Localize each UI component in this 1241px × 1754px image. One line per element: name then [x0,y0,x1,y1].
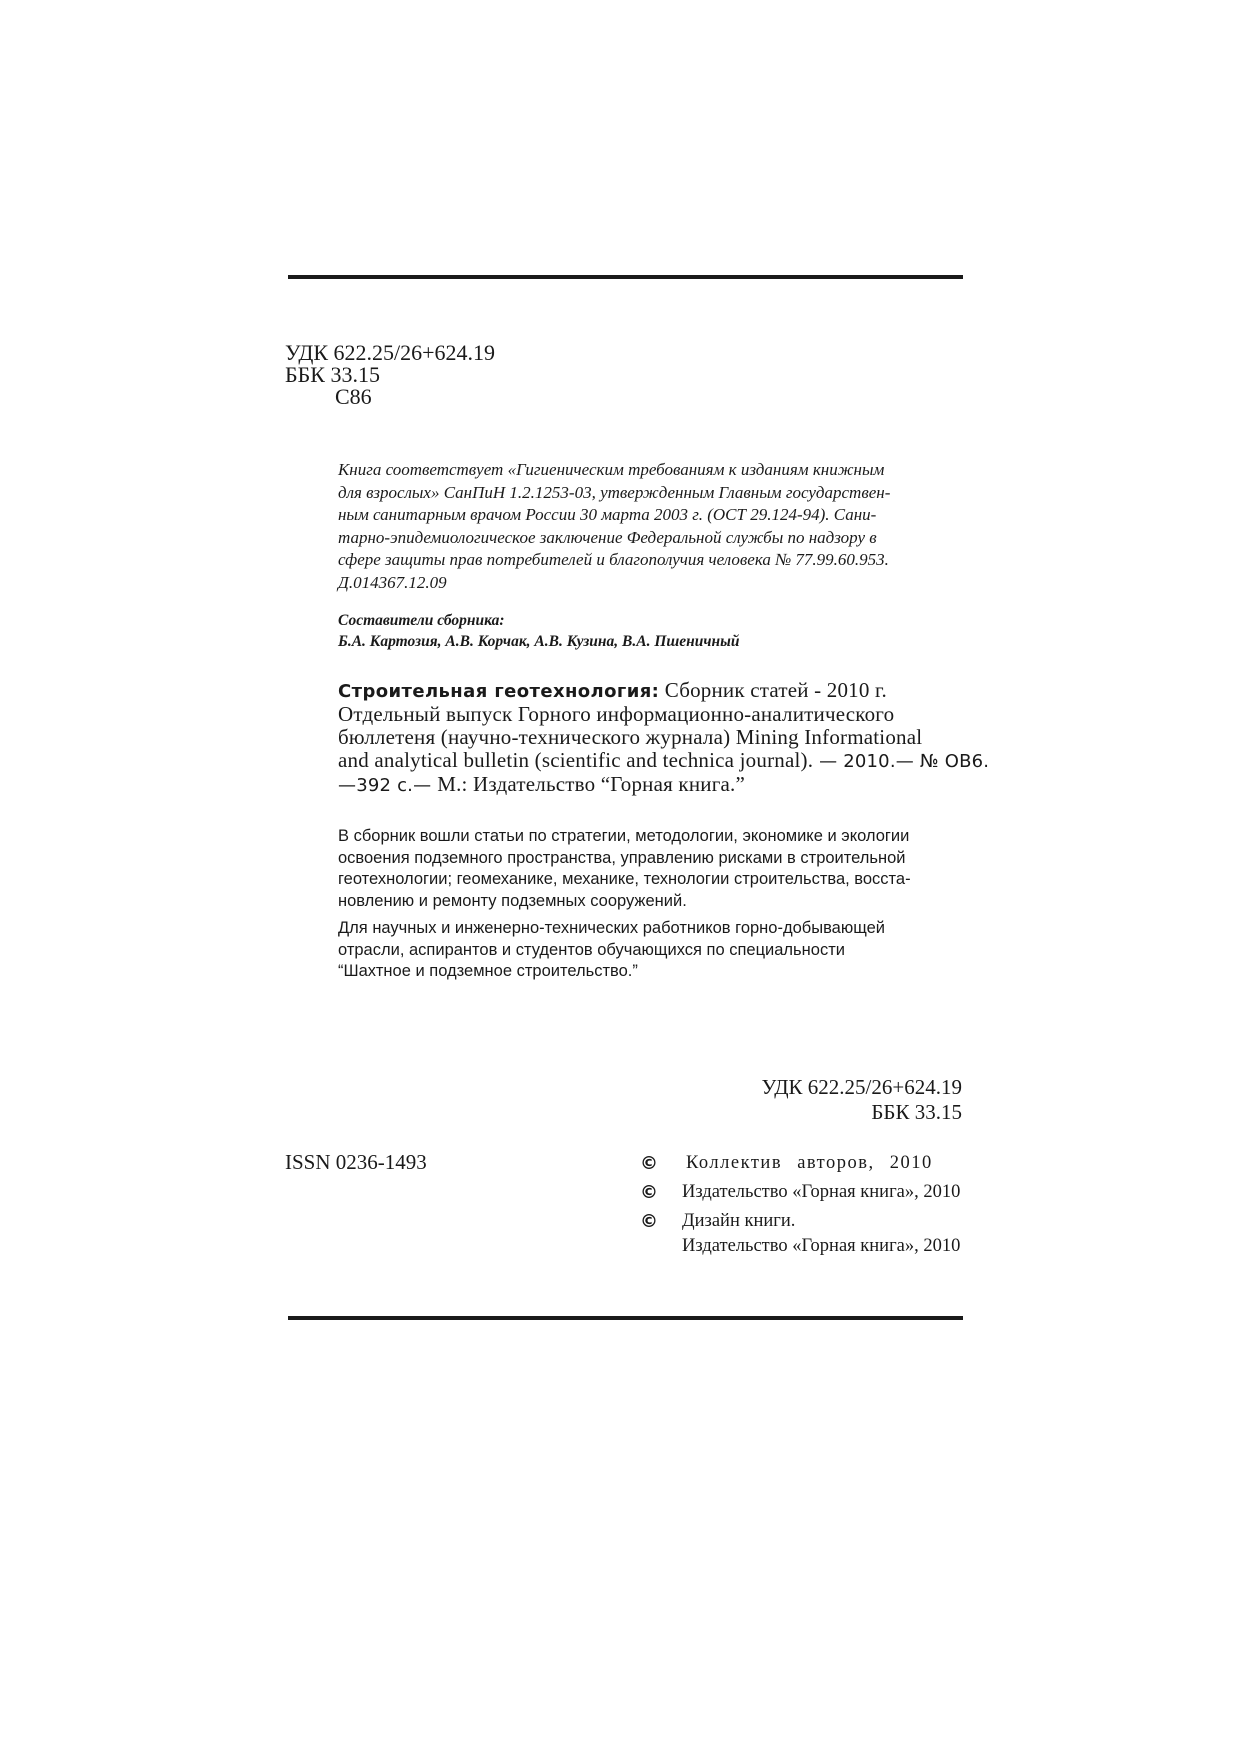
abstract-line: освоения подземного пространства, управлению рисками в строительной [338,848,906,867]
book-title: Строительная геотехнология: [338,681,660,702]
bib-line-4-text: and analytical bulletin (scientific and technica journal). [338,748,814,772]
classification-top [285,342,495,408]
abstract-line: В сборник вошли статьи по стратегии, методологии, экономике и экологии [338,827,910,845]
abstract [338,826,911,912]
bbk-code: ББК 33.15 [285,362,380,387]
copyright-row [640,1153,970,1182]
hygiene-line: тарно-эпидемиологическое заключение Федеральной службы по надзору в [338,527,877,547]
abstract-line: новлению и ремонту подземных сооружений. [338,891,687,910]
bib-line-1 [338,679,989,703]
audience-note [338,918,885,983]
bibliographic-description [338,679,989,797]
hygiene-note [338,459,970,595]
copyright-icon: © [640,1153,658,1174]
compilers-names: Б.А. Картозия, А.В. Корчак, А.В. Кузина, В.А. Пшеничный [338,633,740,650]
hygiene-line: сфере защиты прав потребителей и благополучия человека № 77.99.60.953. [338,550,889,570]
bbk-code-bottom: ББК 33.15 [871,1100,962,1124]
bib-line-5 [338,773,989,797]
bib-line-4 [338,749,989,773]
audience-line: “Шахтное и подземное строительство.” [338,962,638,980]
copyright-row [640,1211,970,1256]
copyright-text-line1: Дизайн книги. [682,1211,796,1231]
bib-title-rest: Сборник статей - 2010 г. [659,678,887,702]
bib-line-3: бюллетеня (научно-технического журнала) Mining Informational [338,725,923,749]
copyright-row [640,1182,970,1211]
udk-code-bottom: УДК 622.25/26+624.19 [761,1075,962,1099]
bib-pages: —392 с.— [338,775,438,796]
copyright-text: Коллектив авторов, 2010 [686,1153,933,1173]
udk-code: УДК 622.25/26+624.19 [285,340,496,365]
audience-line: Для научных и инженерно-технических работников горно-добывающей [338,919,885,937]
hygiene-line: для взрослых» СанПиН 1.2.1253-03, утвержденным Главным государствен- [338,482,891,502]
hygiene-line: Книга соответствует «Гигиеническим требованиям к изданиям книжным [338,460,885,479]
audience-line: отрасли, аспирантов и студентов обучающихся по специальности [338,940,845,959]
top-rule [288,275,963,279]
bib-issue-number: — 2010.— № ОВ6. [813,751,990,772]
bib-line-2: Отдельный выпуск Горного информационно-аналитического [338,702,895,726]
copyright-icon: © [640,1211,658,1232]
hygiene-line: ным санитарным врачом России 30 марта 2003 г. (ОСТ 29.124-94). Сани- [338,505,877,525]
bottom-rule [288,1316,963,1320]
compilers-label: Составители сборника: [338,612,505,629]
bib-publisher: М.: Издательство “Горная книга.” [437,772,746,796]
copyright-text: Издательство «Горная книга», 2010 [682,1182,961,1202]
copyright-block [640,1153,970,1256]
abstract-line: геотехнологии; геомеханике, механике, технологии строительства, восста- [338,870,911,888]
copyright-text-line2: Издательство «Горная книга», 2010 [682,1236,961,1256]
issn: ISSN 0236-1493 [285,1150,427,1174]
copyright-icon: © [640,1182,658,1203]
hygiene-line: Д.014367.12.09 [338,572,447,592]
author-mark: С86 [335,384,372,409]
classification-bottom [640,1075,962,1125]
copyright-text [682,1211,960,1257]
